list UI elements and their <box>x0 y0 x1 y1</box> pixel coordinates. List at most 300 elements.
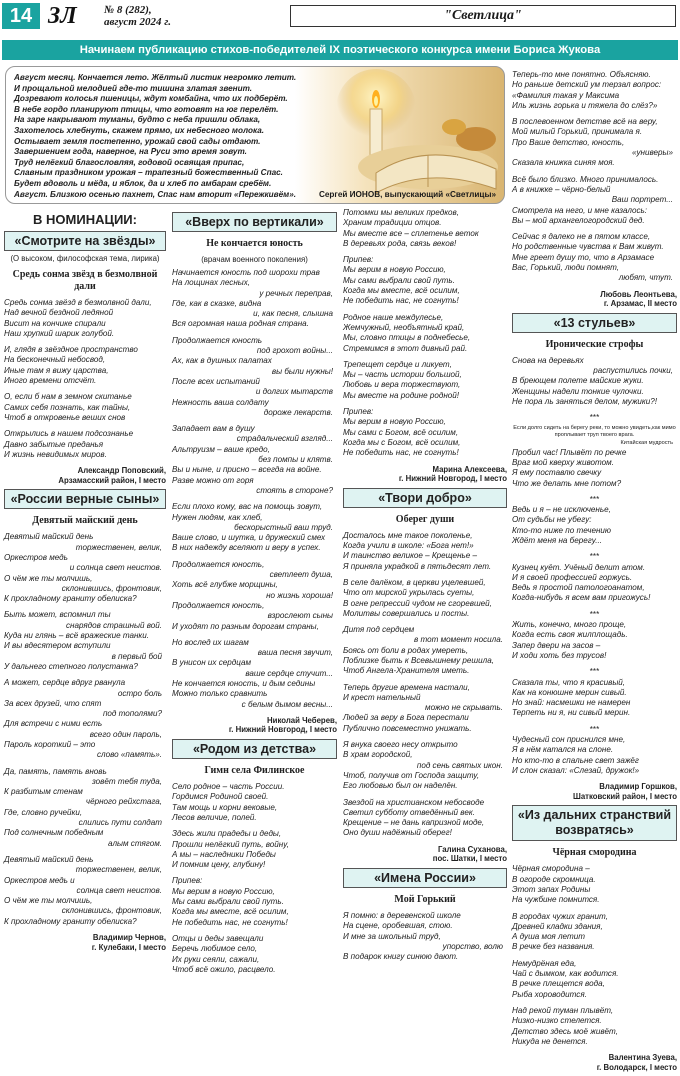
stanza <box>4 610 166 672</box>
stanza <box>172 268 337 330</box>
line: Досталось мне такое поколенье, <box>343 530 473 540</box>
line: Кто-то ниже по течению <box>512 525 612 535</box>
stanza <box>172 424 337 496</box>
line: И помним цену, глубину! <box>172 860 266 870</box>
line: К прохладному граниту обелиска? <box>4 916 137 926</box>
line: Когда-нибудь я всем вам пригожусь! <box>512 593 651 603</box>
line: Девятый майский день <box>4 532 94 542</box>
line: Мы верим в новую Россию, <box>343 417 446 427</box>
line: Что от мирской укрылась суеты, <box>343 588 475 598</box>
line: Ждёт меня на берегу... <box>512 535 602 545</box>
line: Поблизке быть к Всевышнему решила, <box>343 655 494 665</box>
line: Детство здесь моё живёт, <box>512 1026 618 1036</box>
line: взрослеют сыны <box>267 611 333 621</box>
section-13-chairs: «13 стульев» <box>512 313 677 333</box>
line: Ведь я простой патологоанатом, <box>512 583 645 593</box>
stanza <box>512 959 677 1000</box>
line: У дальнего степного полустанка? <box>4 661 138 671</box>
line: торжественен, велик, <box>75 542 162 552</box>
line: Сказала ты, что я красивый, <box>512 677 626 687</box>
line: Ваше слово, и шутка, и дружеский смех <box>172 533 326 543</box>
line: можно не скрывать. <box>425 703 503 713</box>
line: Чтоб Ангела-Хранителя иметь. <box>343 666 470 676</box>
section-names-of-russia: «Имена России» <box>343 868 507 888</box>
line: Когда мы с Богом, всё осилим, <box>343 437 461 447</box>
line: Крещение – не дань капризной моде, <box>343 818 485 828</box>
column-1 <box>4 208 166 956</box>
line: Можно только сравнить <box>172 689 268 699</box>
newspaper-logo: ЗЛ <box>48 3 77 29</box>
column-2 <box>172 208 337 981</box>
line: А в книжке – чёрно-белый <box>512 184 611 194</box>
line: Мой милый Горький, принимала я. <box>512 127 643 137</box>
stanza <box>172 502 337 553</box>
line: Но знай: насмешки не намерен <box>512 698 631 708</box>
stanza <box>512 620 677 661</box>
line: Я помню: в деревенской школе <box>343 910 461 920</box>
section-do-good: «Твори добро» <box>343 488 507 508</box>
line: без помпы и клятв. <box>258 455 333 465</box>
line: Нужен людям, как хлеб, <box>172 512 263 522</box>
line: в первый бой <box>111 651 162 661</box>
line: Когда мы вместе, всё осилим, <box>343 286 460 296</box>
stanza: Открылись в нашем подсознанье Давно забытые преданья И жизнь невидимых миров. <box>4 429 134 459</box>
intro-line: Труд нелёгкий благословляя, годовой освящая припас, <box>14 157 245 167</box>
stanza <box>512 175 677 226</box>
line: Пробил час! Плывёт по речке <box>512 447 627 457</box>
line: В городах чужих гранит, <box>512 911 608 921</box>
line: Женщины надели тонкие чулочки. <box>512 386 644 396</box>
line: Не кончается юность, и дым седины <box>172 678 316 688</box>
poem-title: Иронические строфы <box>545 338 644 350</box>
line: Я в нём катался на слоне. <box>512 745 614 755</box>
line: Быть может, вспомнил ты <box>4 610 111 620</box>
line: Храним традиции отцов. <box>343 218 442 228</box>
page-header <box>0 0 680 34</box>
line: Не пора ль заняться делом, мужики?! <box>512 397 657 407</box>
line: Когда учили в школе: «Бога нет!» <box>343 541 474 551</box>
poem-text <box>343 208 507 459</box>
stanza: О, если б нам в земном скитанье Самих себя познать, как тайны, Чтоб в откровенье веших снов <box>4 392 132 422</box>
line: Нежность ваша солдату <box>172 397 269 407</box>
line: стоять в стороне? <box>256 485 333 495</box>
stanza <box>4 855 166 927</box>
line: Иль жизнь горька и тяжела до слёз?» <box>512 100 658 110</box>
line: Припев: <box>343 255 374 265</box>
poem-text <box>343 531 507 839</box>
epigraph: Если долго сидеть на берегу реки, то можно увидеть,как мимо проплывает труп твоего врага. <box>513 424 676 438</box>
stanza <box>172 336 337 418</box>
line: После всех испытаний <box>172 376 260 386</box>
stanza <box>4 767 166 849</box>
stanza <box>4 532 166 604</box>
line: «Фамилия такая у Максима <box>512 90 620 100</box>
line: Снова на деревьях <box>512 355 584 365</box>
line: В огороде скромница. <box>512 874 596 884</box>
separator: *** <box>589 494 600 504</box>
stanza <box>343 625 507 676</box>
poem-title: Гимн села Филинское <box>204 765 305 777</box>
line: Ах, как в душных палатах <box>172 356 272 366</box>
line: Здесь жили прадеды и деды, <box>172 829 282 839</box>
line: Если плохо кому, вас на помощь зовут, <box>172 502 323 512</box>
line: Куда ни глянь – всё вражеские танки. <box>4 631 149 641</box>
section-childhood: «Родом из детства» <box>172 739 337 759</box>
stanza <box>172 782 337 823</box>
poem-text <box>512 864 677 1047</box>
poem-title: Девятый майский день <box>32 515 138 527</box>
line: Звездой на христианском небосводе <box>343 797 485 807</box>
line: К разбитым стенам <box>4 787 83 797</box>
line: В подарок книгу синюю дают. <box>343 952 459 962</box>
line: О чём же ты молчишь, <box>4 573 93 583</box>
line: под тополями? <box>102 709 162 719</box>
line: бескорыстный ваш труд. <box>234 522 333 532</box>
stanza <box>343 313 507 354</box>
nominations-heading: В НОМИНАЦИИ: <box>33 212 137 227</box>
line: А душа моя летит <box>512 932 585 942</box>
line: дороже лекарств. <box>263 407 333 417</box>
separator: *** <box>589 724 600 734</box>
line: Ведь и я – не исключенье, <box>512 505 611 515</box>
line: Терпеть ни я, ни сивый мерин. <box>512 708 631 718</box>
stanza: И, глядя в звёздное пространство На бесконечный небосвод, Иные там я вижу царства, Иного времени отсчёт. <box>4 345 138 386</box>
stanza <box>343 208 507 249</box>
column-4 <box>512 70 677 1076</box>
line: чёрного рейхстага, <box>85 797 162 807</box>
line: Альтруизм – ваше кредо, <box>172 444 270 454</box>
line: Древней кладки здания, <box>512 921 603 931</box>
line: В речке плещется вода, <box>512 979 605 989</box>
line: Этот запах Родины <box>512 885 591 894</box>
intro-line: Остывает земля постепенно, урожай свой сады отдают. <box>14 136 261 146</box>
section-stars: «Смотрите на звёзды» <box>4 231 166 251</box>
line: Когда мы вместе, всё осилим, <box>172 907 289 917</box>
separator: *** <box>589 552 600 562</box>
line: склонившись, фронтовик, <box>61 906 162 916</box>
line: В селе далёком, в церкви уцелевшей, <box>343 577 486 587</box>
stanza <box>512 505 677 546</box>
issue-info <box>104 4 171 28</box>
intro-line: Будет вдоволь и мёда, и яблок, да и хлеб по амбарам сребём. <box>14 178 272 188</box>
poem-author: Марина Алексеева, г. Нижний Новгород, I место <box>398 464 507 484</box>
poem-text <box>172 782 337 975</box>
line: вы были нужны! <box>271 366 333 376</box>
line: светлеет душа, <box>269 570 333 580</box>
line: Что же делать мне потом? <box>512 478 622 488</box>
line: Над рекой туман плывёт, <box>512 1005 614 1015</box>
stanza <box>343 407 507 458</box>
intro-poem <box>14 73 484 200</box>
line: И мне за школьный труд, <box>343 931 441 941</box>
line: Чёрная смородина – <box>512 864 590 874</box>
line: Дитя под сердцем <box>343 625 415 635</box>
line: снарядов страшный вой. <box>65 620 162 630</box>
line: Про Ваше детство, юность, <box>512 137 625 147</box>
line: страдальческий взгляд... <box>236 434 333 444</box>
line: Ваш портрет... <box>611 195 673 205</box>
line: Для встречи с ними есть <box>4 719 103 729</box>
stanza <box>343 360 507 401</box>
line: Там мощь и корни вековые, <box>172 802 278 812</box>
stanza <box>343 578 507 619</box>
line: ваше сердце стучит... <box>245 668 333 678</box>
line: Стремимся в этот дивный рай. <box>343 343 468 353</box>
line: Оркестров медь <box>4 552 68 562</box>
line: под сень святых икон. <box>416 760 503 770</box>
line: Лесов величие, полей. <box>172 812 257 822</box>
line: На сцене, оробевшая, стою. <box>343 921 453 931</box>
line: Кузнец куёт. Учёный делит атом. <box>512 562 646 572</box>
line: Где, словно ручейки, <box>4 807 83 817</box>
line: Мы сами выбрали свой путь. <box>172 897 284 907</box>
intro-line: Дозревают колосья пшеницы, ждут комбайна, что их подберёт. <box>14 94 288 104</box>
separator: *** <box>589 413 600 423</box>
line: Мы сами выбрали свой путь. <box>343 275 455 285</box>
line: и солнца свет неистов. <box>69 563 162 573</box>
stanza <box>343 255 507 306</box>
line: Никуда не денется. <box>512 1036 588 1046</box>
line: Но кто-то в спальне свет зажёг <box>512 755 639 765</box>
intro-line: Славным праздником урожая – трапезный божественный Спас. <box>14 168 283 178</box>
intro-line: Захотелось хлебнуть, скажем прямо, их небесного молока. <box>14 125 265 135</box>
line: Оркестров медь и <box>4 875 75 885</box>
line: Теперь другие времена настали, <box>343 682 470 692</box>
line: ваша песня звучит, <box>257 648 333 658</box>
stanza <box>512 232 677 283</box>
line: Хоть всё глубже морщины, <box>172 580 278 590</box>
line: Беречь любимое село, <box>172 944 258 954</box>
stanza <box>343 683 507 734</box>
intro-box <box>5 66 505 204</box>
line: у речных переправ, <box>259 288 333 298</box>
poem-text <box>512 563 677 604</box>
stanza <box>512 70 677 111</box>
line: Под солнечным победным <box>4 828 104 838</box>
line: Чудесный сон приснился мне, <box>512 735 626 745</box>
stanza <box>172 638 337 710</box>
line: Я приняла украдкой в пятьдесят лет. <box>343 561 492 571</box>
line: распустились почки, <box>593 366 673 376</box>
stanza <box>512 678 677 719</box>
line: Разве можно от горя <box>172 475 254 485</box>
line: В послевоенном детстве всё на веру, <box>512 117 658 127</box>
line: Продолжается юность <box>172 335 263 345</box>
line: зовёт тебя туда, <box>91 776 162 786</box>
poem-text <box>512 448 677 489</box>
stanza <box>512 356 677 407</box>
line: любят, чтут. <box>618 273 673 283</box>
poem-text <box>512 678 677 719</box>
line: И вы вдесятером вступили <box>4 641 111 651</box>
line: но жизнь хороша! <box>266 590 333 600</box>
intro-line: В небе гордо планируют птицы, что готовят на юг перелёт. <box>14 104 279 114</box>
line: В унисон их сердцам <box>172 658 251 668</box>
line: Но вослед их шагам <box>172 637 249 647</box>
line: На лощинах лесных, <box>172 278 251 288</box>
line: Публично повсеместно унижать. <box>343 723 472 733</box>
line: Жемчужный, необъятный край, <box>343 322 465 332</box>
line: Как на конюшне мерин сивый. <box>512 687 627 697</box>
poem-author: Владимир Горшков, Шатковский район, I место <box>573 782 677 801</box>
line: На чужбине помнится. <box>512 895 600 905</box>
line: упорство, волю <box>442 941 503 951</box>
line: и долгих мытарств <box>255 387 333 397</box>
line: Родное наше междулесье, <box>343 312 444 322</box>
poem-title: Не кончается юность <box>206 238 303 249</box>
line: Припев: <box>172 876 203 886</box>
line: Прошли нелёгкий путь, войну, <box>172 839 289 849</box>
line: в тот момент носила. <box>414 635 503 645</box>
line: под грохот войны... <box>256 346 333 356</box>
line: остро боль <box>117 688 162 698</box>
line: Когда есть своя жилплощадь. <box>512 630 628 640</box>
line: Вас, Горький, люди помнят, <box>512 263 620 273</box>
poem-title: Мой Горький <box>394 893 456 905</box>
line: торжественен, велик, <box>75 865 162 875</box>
line: И слон сказал: «Слезай, дружок!» <box>512 765 640 775</box>
line: Мы верим в новую Россию, <box>343 265 446 275</box>
poem-author: Валентина Зуева, г. Володарск, I место <box>596 1053 677 1072</box>
rubric-title: "Светлица" <box>290 5 676 27</box>
line: Чай с дымком, как водится. <box>512 969 619 979</box>
line: Продолжается юность, <box>172 559 265 569</box>
line: Начинается юность под шорохи трав <box>172 268 320 277</box>
line: Я ему поставлю свечку <box>512 468 602 478</box>
line: За всех друзей, что спят <box>4 698 102 708</box>
line: И таинство великое – Крещенье – <box>343 551 478 561</box>
intro-line: Август месяц. Кончается лето. Жёлтый листик негромко летит. <box>14 73 297 82</box>
section-russia: «России верные сыны» <box>4 489 166 509</box>
intro-line: На заре накрывают туманы, будто с неба пришли облака, <box>14 115 261 125</box>
line: Немудрёная еда, <box>512 958 577 968</box>
line: Отцы и деды завещали <box>172 933 264 943</box>
line: Продолжается юность, <box>172 600 265 610</box>
line: Девятый майский день <box>4 854 94 864</box>
line: Мне греет душу то, что в Арзамасе <box>512 252 655 262</box>
separator: *** <box>589 667 600 677</box>
line: Светил субботу отведённый век. <box>343 807 475 817</box>
section-travels: «Из дальних странствий возвратясь» <box>512 805 677 841</box>
line: Западает вам в душу <box>172 424 255 434</box>
line: Вы и ныне, и присно – всегда на войне. <box>172 465 322 475</box>
epigraph-source: Китайская мудрость <box>620 439 673 446</box>
line: Мы верим в новую Россию, <box>172 886 275 896</box>
line: склонившись, фронтовик, <box>61 583 162 593</box>
stanza <box>4 678 166 760</box>
stanza <box>512 735 677 776</box>
line: Не победить нас, не согнуть! <box>343 448 459 458</box>
poem-text <box>512 505 677 546</box>
stanza <box>512 912 677 953</box>
line: Потомки мы великих предков, <box>343 208 459 217</box>
poem-subtitle: (врачам военного поколения) <box>201 255 308 264</box>
intro-line: Завершением года, наверное, на Руси это время зовут. <box>14 147 247 157</box>
line: «универы» <box>631 148 673 158</box>
line: Чтоб, получив от Господа защиту, <box>343 770 480 780</box>
stanza <box>172 560 337 632</box>
line: Рыба хороводится. <box>512 989 587 999</box>
line: Любовь и вера торжествуют, <box>343 380 461 390</box>
line: От судьбы не убегу: <box>512 515 592 525</box>
poem-title: Средь сонма звёзд в безмолвной дали <box>12 269 158 292</box>
line: Трепещет сердце и ликует, <box>343 359 452 369</box>
stanza <box>512 864 677 905</box>
line: Пароль короткий – это <box>4 739 96 749</box>
stanza <box>172 876 337 927</box>
intro-line: И прощальной мелодией где-то тишина златая звенит. <box>14 83 253 93</box>
line: Село родное – часть России. <box>172 782 285 792</box>
line: К прохладному граниту обелиска? <box>4 594 137 604</box>
line: Мы сами с Богом, всё осилим, <box>343 427 459 437</box>
line: Запер двери на засов – <box>512 640 601 650</box>
stanza <box>343 531 507 572</box>
line: солнца свет неистов. <box>76 885 162 895</box>
stanza <box>512 1006 677 1047</box>
line: Враг мой кверху животом. <box>512 457 614 467</box>
line: А мы – наследники Победы <box>172 849 276 859</box>
poem-author: Александр Поповский, Арзамасский район, I место <box>58 466 166 485</box>
line: слились пути солдат <box>78 818 162 828</box>
line: Его любовью был он наделён. <box>343 781 458 791</box>
line: Где, как в сказке, видна <box>172 298 262 308</box>
line: И уходят по разным дорогам страны, <box>172 621 319 631</box>
line: В бреющем полете майские жуки. <box>512 376 644 386</box>
poem-author: Галина Суханова, пос. Шатки, I место <box>432 844 507 864</box>
poem-text <box>512 620 677 661</box>
column-3 <box>343 208 507 968</box>
poem-title: Оберег души <box>395 513 455 525</box>
line: Да, память, память вновь <box>4 766 107 776</box>
poem-text <box>512 735 677 776</box>
line: Их руки сеяли, сажали, <box>172 954 260 964</box>
stanza <box>512 563 677 604</box>
line: В храм городской, <box>343 750 413 760</box>
line: Припев: <box>343 407 374 417</box>
line: А может, сердце вдруг рванула <box>4 678 126 688</box>
line: Вся огромная наша родная страна. <box>172 319 309 329</box>
poem-author: Владимир Чернов, г. Кулебаки, I место <box>91 933 166 952</box>
line: И ходи хоть без трусов! <box>512 650 607 660</box>
line: Мы, словно птицы в поднебесье, <box>343 333 471 343</box>
poem-text <box>343 911 507 962</box>
stanza <box>512 448 677 489</box>
line: Сейчас я далеко не в пятом классе, <box>512 232 651 242</box>
stanza <box>172 934 337 975</box>
intro-signature: Сергей ИОНОВ, выпускающий «Светлицы» <box>318 190 496 199</box>
line: Я внука своего несу открыто <box>343 740 458 750</box>
poem-text <box>172 268 337 710</box>
line: Смотрела на него, и мне казалось: <box>512 205 648 215</box>
line: Всё было близко. Много принималось. <box>512 174 659 184</box>
line: В деревьях рода, связь веков! <box>343 238 457 248</box>
line: Молитвы совершались и посты. <box>343 608 470 618</box>
line: Низко-низко стелется. <box>512 1016 602 1026</box>
line: В них надежду вселяют и веру в успех. <box>172 543 321 553</box>
line: Оно души надёжный оберег! <box>343 828 452 838</box>
line: И я своей профессией горжусь. <box>512 572 633 582</box>
headline-banner: Начинаем публикацию стихов-победителей IX поэтического конкурса имени Бориса Жукова <box>2 40 678 60</box>
line: Жить, конечно, много проще, <box>512 620 627 630</box>
line: Вы – мой архангелогородский дед. <box>512 215 645 225</box>
line: О чём же ты молчишь, <box>4 896 93 906</box>
line: Людей за веру в Бога перестали <box>343 713 469 723</box>
line: Не победить нас, не согнуть! <box>343 296 459 306</box>
poem-title: Чёрная смородина <box>552 847 637 859</box>
line: Мы – часть истории большой, <box>343 370 462 380</box>
line: Не победить нас, не согнуть! <box>172 917 288 927</box>
stanza: Средь сонма звёзд в безмолвной дали, Над вечной бездной ледяной Висит на кончике спирали Наш хрупкий шарик голубой. <box>4 298 152 338</box>
